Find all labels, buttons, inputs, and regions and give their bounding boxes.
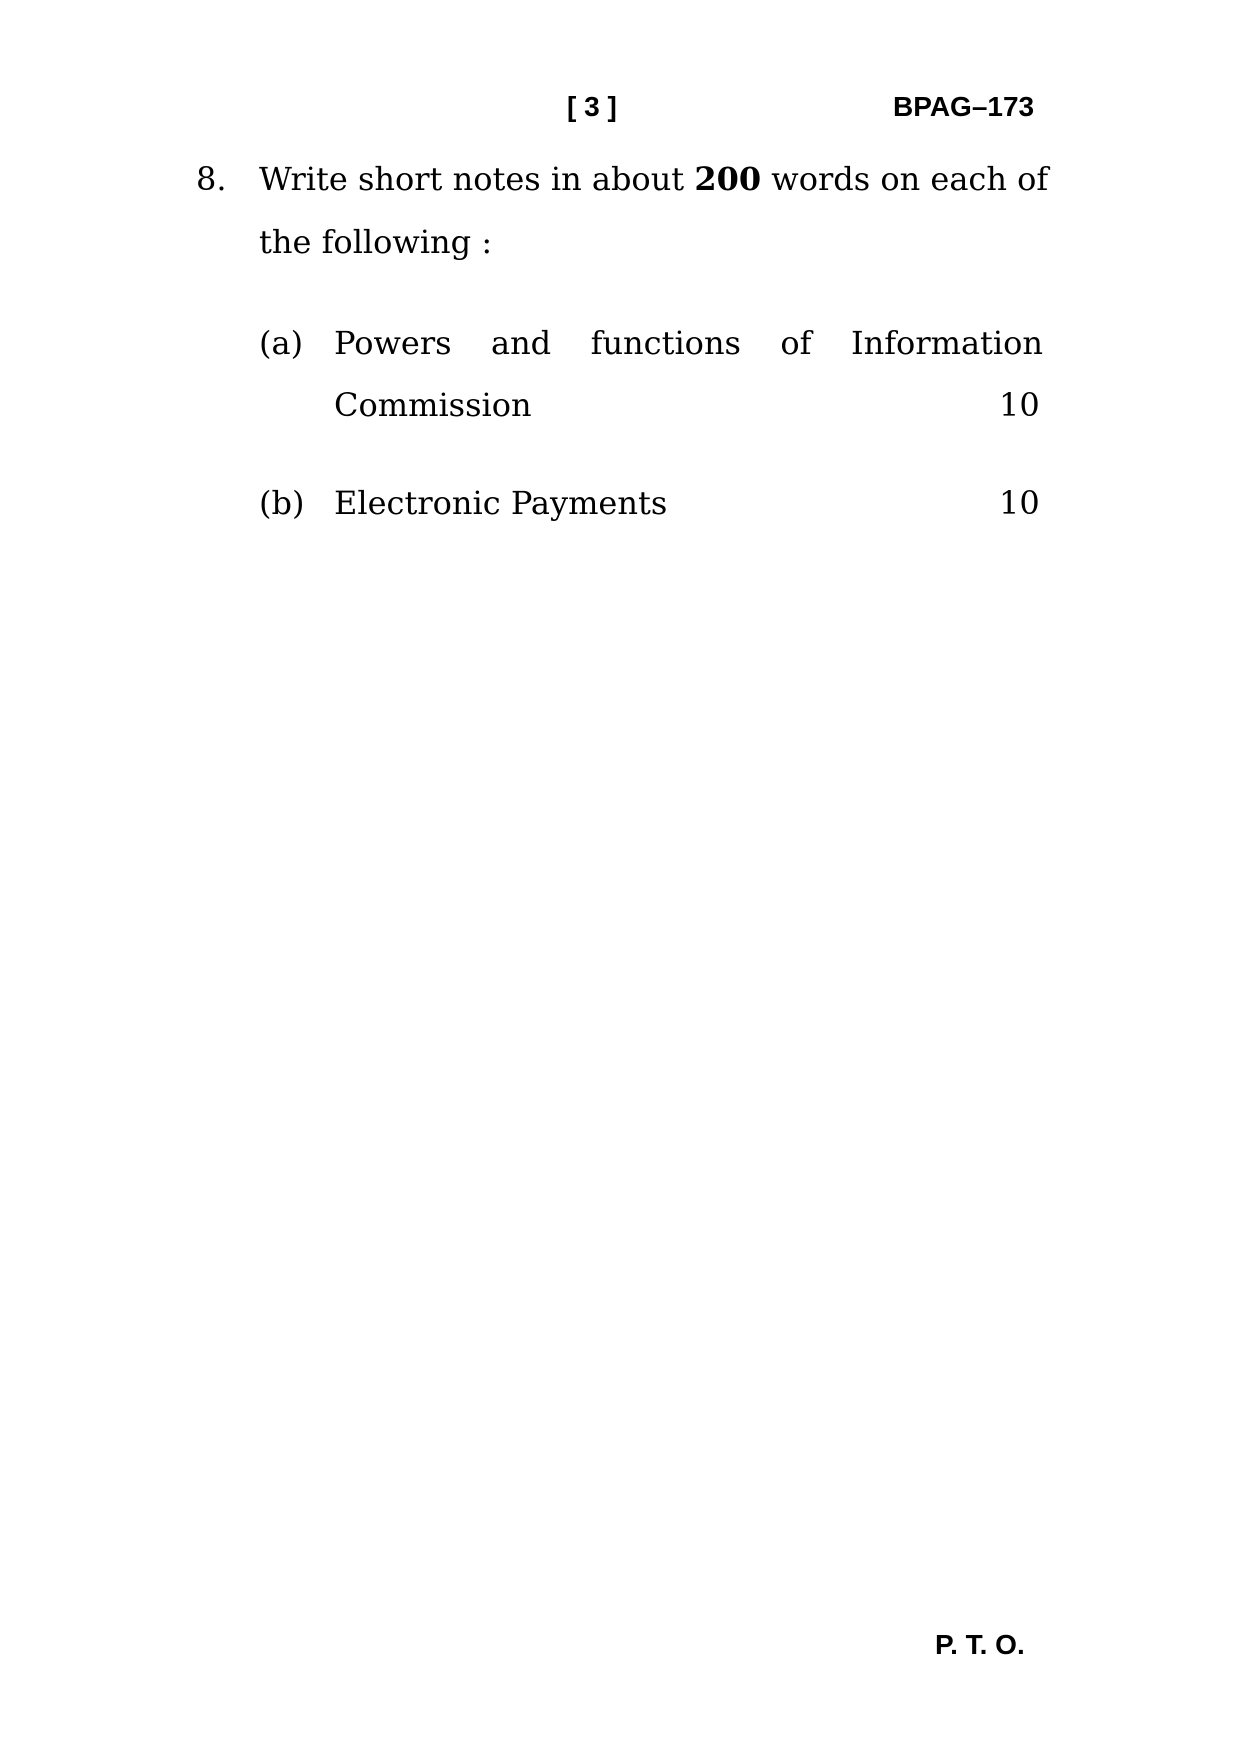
question-text-line-2: the following : — [259, 223, 493, 261]
word-count: 200 — [694, 160, 762, 198]
question-text-line-1 — [259, 159, 1049, 199]
question-number: 8. — [196, 160, 227, 198]
part-a-text-line-1: Powers and functions of Information — [334, 324, 1043, 362]
question-text-part: words on each of — [761, 160, 1049, 198]
part-b-marks: 10 — [999, 484, 1040, 522]
part-b-text: Electronic Payments — [334, 484, 668, 522]
part-a-text-line-2: Commission — [334, 386, 532, 424]
part-b-label: (b) — [259, 484, 305, 522]
please-turn-over: P. T. O. — [935, 1629, 1025, 1660]
question-text-part: Write short notes in about — [259, 160, 695, 198]
paper-code: BPAG–173 — [893, 91, 1035, 122]
part-a-marks: 10 — [999, 386, 1040, 424]
page-number: [ 3 ] — [567, 91, 617, 122]
part-a-label: (a) — [259, 324, 304, 362]
